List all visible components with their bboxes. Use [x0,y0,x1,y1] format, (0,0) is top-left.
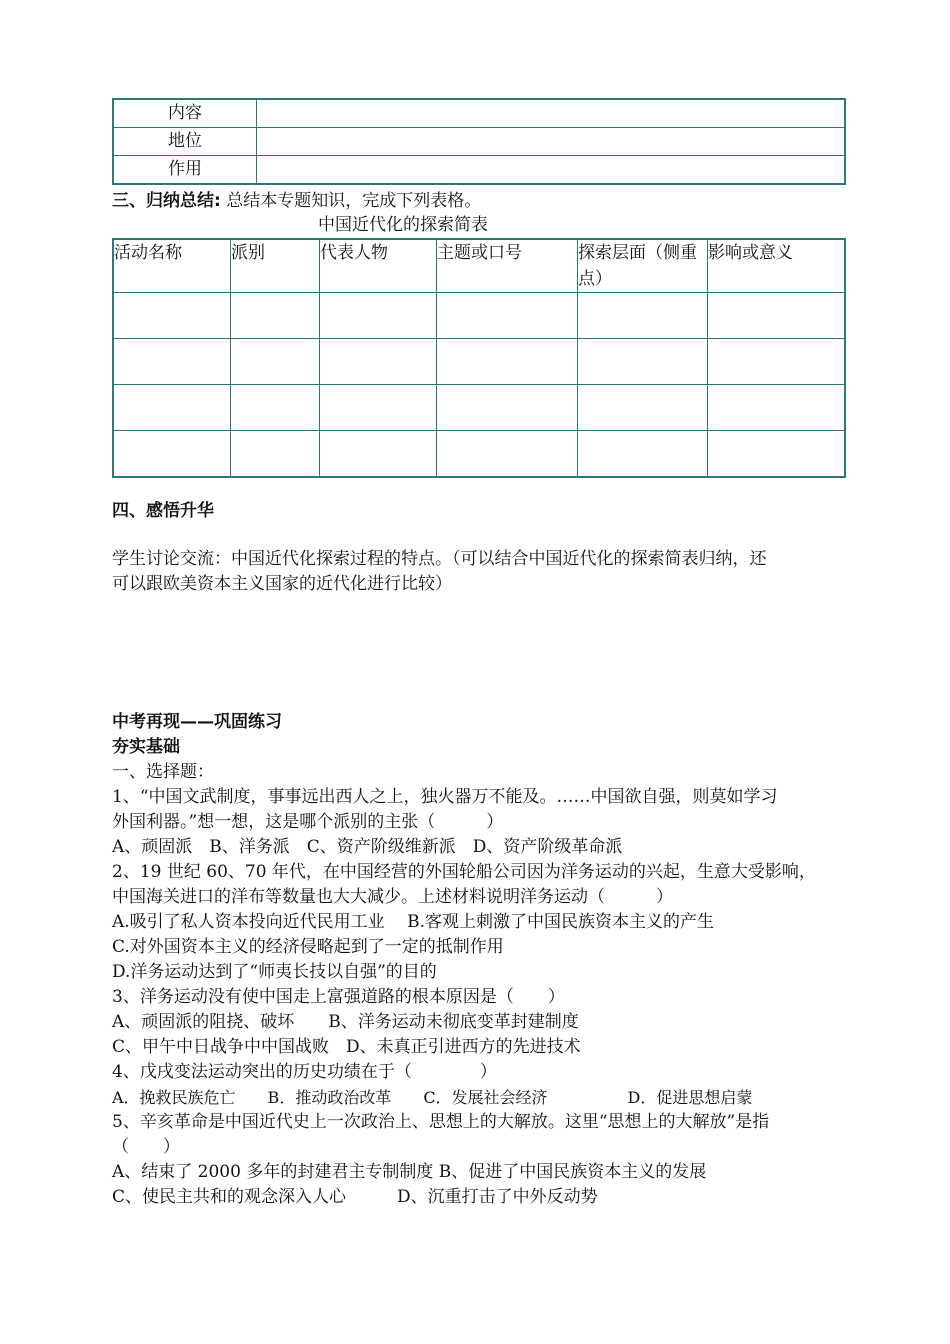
question-line: 2、19 世纪 60、70 年代，在中国经营的外国轮船公司因为洋务运动的兴起，生意大受影响， [112,862,816,882]
table-row [113,156,845,185]
column-header: 活动名称 [113,239,231,293]
question-line: A.吸引了私人资本投向近代民用工业 B.客观上刺激了中国民族资本主义的产生 [112,912,714,932]
question-line: A．挽救民族危亡 B．推动政治改革 C．发展社会经济 D．促进思想启蒙 [112,1088,753,1107]
content-table [112,98,846,185]
section4-paragraph-line2: 可以跟欧美资本主义国家的近代化进行比较） [112,574,452,594]
question-line: C、使民主共和的观念深入人心 D、沉重打击了中外反动势 [112,1187,598,1207]
question-line: （ ） [112,1137,180,1157]
column-header: 代表人物 [320,239,437,293]
question-line: A、结束了 2000 多年的封建君主专制制度 B、促进了中国民族资本主义的发展 [112,1162,707,1182]
table-row [113,293,845,339]
column-header: 主题或口号 [437,239,578,293]
row-label: 内容 [113,99,257,128]
question-line: 3、洋务运动没有使中国走上富强道路的根本原因是（ ） [112,987,565,1007]
practice-subheading: 夯实基础 [112,737,180,757]
column-header: 影响或意义 [708,239,846,293]
table-title: 中国近代化的探索简表 [318,215,488,235]
table-header-row [113,239,845,293]
row-label: 作用 [113,156,257,185]
section4-heading: 四、感悟升华 [112,501,214,521]
question-line: A、顽固派 B、洋务派 C、资产阶级维新派 D、资产阶级革命派 [112,837,623,857]
section3-heading: 三、归纳总结: [112,191,221,211]
table-row [113,128,845,156]
column-header: 探索层面（侧重点） [578,239,708,293]
table-row [113,339,845,385]
table-cell [257,156,846,185]
question-line: 4、戊戌变法运动突出的历史功绩在于（ ） [112,1062,497,1082]
section3-text: 总结本专题知识，完成下列表格。 [226,191,482,211]
question-line: 中国海关进口的洋布等数量也大大减少。上述材料说明洋务运动（ ） [112,887,673,907]
question-line: C.对外国资本主义的经济侵略起到了一定的抵制作用 [112,937,504,957]
section3-line [112,189,481,214]
question-line: 外国利器。”想一想，这是哪个派别的主张（ ） [112,812,504,832]
modernization-table [112,238,846,478]
table-row [113,385,845,431]
practice-heading: 中考再现——巩固练习 [112,712,282,732]
table-row [113,99,845,128]
table-cell [257,128,846,156]
question-line: 1、“中国文武制度，事事远出西人之上，独火器万不能及。……中国欲自强，则莫如学习 [112,787,778,807]
table-row [113,431,845,478]
question-line: 5、辛亥革命是中国近代史上一次政治上、思想上的大解放。这里“思想上的大解放”是指 [112,1112,770,1132]
question-line: D.洋务运动达到了“师夷长技以自强”的目的 [112,962,437,982]
table-cell [257,99,846,128]
question-line: C、甲午中日战争中中国战败 D、未真正引进西方的先进技术 [112,1037,581,1057]
question-line: A、顽固派的阻挠、破坏 B、洋务运动未彻底变革封建制度 [112,1012,579,1032]
section4-paragraph-line1: 学生讨论交流：中国近代化探索过程的特点。（可以结合中国近代化的探索简表归纳，还 [112,549,767,569]
column-header: 派别 [231,239,320,293]
row-label: 地位 [113,128,257,156]
practice-section: 一、选择题： [112,762,214,782]
